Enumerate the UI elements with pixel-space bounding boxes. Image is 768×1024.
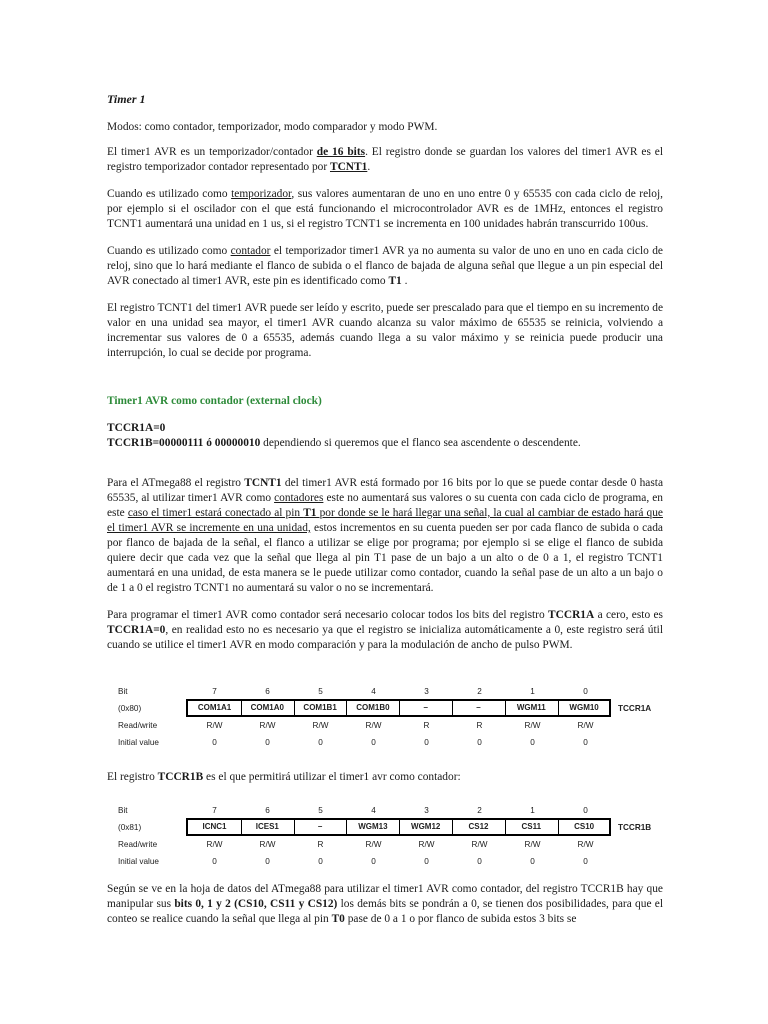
text-run: estos incrementos en su cuenta pueden ser por cada flanco de subida o cada por flanco de bajada de la señal, el flanco a utilizar se elige por programa; por ejemplo si se elige el flanco de subida quiere decir que cada vez que la señal que llega al pin T1 pase de un bajo a un alto o de 0 a 1, el registro TCNT1 aumentará en una unidad, de esta manera se le puede utilizar como contador, cuando la señal pase de un alto a un bajo o de 1 a 0 el registro TCNT1 no aumentará su valor o no se incrementará. (107, 522, 663, 594)
init-row-cell: 0 (583, 738, 588, 747)
init-row-cell: 0 (371, 738, 376, 747)
bit-divider (294, 701, 295, 715)
bit-name-cell: CS11 (521, 822, 542, 831)
text-run: por donde se le hará llegar una señal, la cual al cambiar de estado hará que el timer1 AVR se incremente en una unidad, (107, 507, 663, 534)
bit-name-cell: – (423, 703, 428, 712)
init-row-cell: 0 (530, 857, 535, 866)
text-run: El registro (107, 771, 158, 783)
rw-row-cell: R/W (206, 840, 223, 849)
rw-row-cell: R/W (365, 721, 382, 730)
text-run: pase de 0 a 1 o por flanco de subida estos 3 bits se (344, 913, 577, 925)
bit-row-cell: 7 (212, 687, 217, 696)
rw-row (118, 717, 658, 734)
intro-paragraph (107, 145, 663, 175)
rw-row-cell: R/W (577, 840, 594, 849)
bit-divider (346, 701, 347, 715)
bit-divider (558, 820, 559, 834)
rw-row-cell: R/W (524, 721, 541, 730)
init-row-cell: 0 (371, 857, 376, 866)
init-row-cell: 0 (212, 738, 217, 747)
bit-row-cell: 4 (371, 687, 376, 696)
bit-name-box (186, 699, 611, 717)
text-run: , en realidad esto no es necesario ya que el registro se inicializa automáticamente a 0, este registro será útil cuando se utilice el timer1 AVR en modo comparación y para la modulación de ancho de pulso PWM. (107, 624, 663, 651)
bit-name-cell: COM1B0 (356, 703, 390, 712)
init-row-label: Initial value (118, 738, 159, 747)
bit-name-cell: – (476, 703, 481, 712)
counter-mode-paragraph (107, 244, 663, 289)
init-row-cell: 0 (477, 857, 482, 866)
tcnt1-paragraph: El registro TCNT1 del timer1 AVR puede ser leído y escrito, puede ser prescalado para que el tiempo en su incremento de valor en una unidad sea mayor, el timer1 AVR cuando alcanza su valor máximo de 65535 se reinicia, volviendo a incrementar sus valores de 0 a 65535, además cuando llega a su valor máximo y se reinicia puede producir una interrupción, lo cual se decide por programa. (107, 302, 663, 359)
bit-name-cell: WGM13 (358, 822, 388, 831)
text-run: TCCR1B=00000111 ó 00000010 (107, 437, 261, 449)
bit-divider (241, 820, 242, 834)
rw-row-cell: R (476, 721, 483, 730)
bit-row (118, 802, 658, 819)
bit-divider (558, 701, 559, 715)
bit-row-cell: 3 (424, 806, 429, 815)
text-run: caso el timer1 estará conectado al pin (127, 507, 304, 519)
init-row-cell: 0 (265, 857, 270, 866)
bit-divider (452, 820, 453, 834)
text-run: TCCR1A=0 (107, 624, 166, 636)
text-run: T1 (388, 275, 402, 287)
bit-name-cell: WGM10 (569, 703, 599, 712)
init-row-cell: 0 (477, 738, 482, 747)
rw-row-cell: R/W (259, 840, 276, 849)
name-row-label: (0x80) (118, 704, 142, 713)
bit-row-cell: 2 (477, 687, 482, 696)
bit-name-cell: ICNC1 (202, 822, 227, 831)
text-run: a cero, esto es (594, 609, 663, 621)
text-run: Cuando es utilizado como (107, 245, 231, 257)
register-name: TCCR1A (618, 704, 652, 713)
rw-row-label: Read/write (118, 721, 158, 730)
text-run: TCCR1B (157, 771, 204, 783)
bit-row-cell: 0 (583, 806, 588, 815)
bit-divider (399, 820, 400, 834)
tccr1a-register-table (118, 683, 658, 751)
bit-row-cell: 2 (477, 806, 482, 815)
register-name: TCCR1B (618, 823, 652, 832)
text-run: contadores (274, 492, 324, 504)
bit-row-cell: 0 (583, 687, 588, 696)
text-run: bits 0, 1 y 2 (CS10, CS11 y CS12) (174, 898, 338, 910)
rw-row-cell: R/W (206, 721, 223, 730)
rw-row-cell: R (423, 721, 430, 730)
text-run: El timer1 AVR es un temporizador/contador (107, 146, 317, 158)
text-run: TCNT1 (244, 477, 282, 489)
bit-row-cell: 6 (265, 687, 270, 696)
bit-row-cell: 1 (530, 687, 535, 696)
rw-row-cell: R/W (259, 721, 276, 730)
text-run: Según se ve en la hoja de datos del ATmega88 para utilizar el timer1 AVR como contador, del registro TCCR1B hay que manipular sus (107, 883, 663, 910)
init-row (118, 734, 658, 751)
text-run: el temporizador timer1 AVR ya no aumenta su valor de uno en uno en cada ciclo de reloj, sino que lo hará mediante el flanco de subida o el flanco de bajada de alguna señal que llegue a un pin especial del AVR conectado al timer1 AVR, este pin es identificado como (107, 245, 663, 287)
text-run: TCCR1A (548, 609, 595, 621)
timer-mode-paragraph (107, 187, 663, 232)
init-row-label: Initial value (118, 857, 159, 866)
bit-name-cell: WGM11 (516, 703, 546, 712)
init-row-cell: 0 (424, 857, 429, 866)
tccr1a-line (107, 421, 663, 436)
bit-name-cell: COM1A1 (197, 703, 232, 712)
bit-row-cell: 6 (265, 806, 270, 815)
name-row-label: (0x81) (118, 823, 142, 832)
rw-row-label: Read/write (118, 840, 158, 849)
bit-row (118, 683, 658, 700)
text-run: . (367, 161, 371, 173)
init-row-cell: 0 (318, 857, 323, 866)
text-run: temporizador (231, 188, 292, 200)
rw-row-cell: R/W (524, 840, 541, 849)
text-run: . (401, 275, 408, 287)
rw-row-cell: R/W (312, 721, 329, 730)
text-run: de 16 bits (316, 146, 366, 158)
bit-row-cell: 3 (424, 687, 429, 696)
bit-row-label: Bit (118, 687, 128, 696)
text-run: TCNT1 (329, 161, 368, 173)
atmega88-paragraph (107, 476, 663, 596)
text-run: T1 (303, 507, 317, 519)
init-row-cell: 0 (424, 738, 429, 747)
init-row (118, 853, 658, 870)
text-run: contador (230, 245, 271, 257)
text-run: , sus valores aumentaran de uno en uno entre 0 y 65535 con cada ciclo de reloj, por ejemplo si el oscilador con el que está funcionando el microcontrolador AVR es de 1MHz, entonces el registro TCNT1 aumentará una unidad en 1 us, si el registro TCNT1 se incrementa en 100 unidades habrán transcurrido 100us. (107, 188, 664, 230)
modes-paragraph: Modos: como contador, temporizador, modo comparador y modo PWM. (107, 121, 438, 133)
name-row (118, 819, 658, 836)
text-run: TCCR1A=0 (107, 422, 166, 434)
text-run: . El registro donde se guardan los valores del timer1 AVR es el registro temporizador contador representado por (107, 146, 664, 173)
bit-row-cell: 7 (212, 806, 217, 815)
init-row-cell: 0 (583, 857, 588, 866)
bit-row-cell: 5 (318, 687, 323, 696)
rw-row-cell: R/W (471, 840, 488, 849)
rw-row (118, 836, 658, 853)
bit-name-cell: CS10 (574, 822, 595, 831)
bit-row-cell: 1 (530, 806, 535, 815)
init-row-cell: 0 (318, 738, 323, 747)
section-heading: Timer1 AVR como contador (external clock) (107, 395, 322, 407)
bit-name-cell: – (317, 822, 323, 831)
text-run: Cuando es utilizado como (107, 188, 232, 200)
bit-row-label: Bit (118, 806, 128, 815)
tccr1b-line (107, 436, 663, 451)
page-title: Timer 1 (107, 92, 146, 106)
text-run: Para programar el timer1 AVR como contador será necesario colocar todos los bits del registro (107, 609, 549, 621)
bit-name-box (186, 818, 611, 836)
init-row-cell: 0 (212, 857, 217, 866)
bit-name-cell: COM1B1 (303, 703, 337, 712)
text-run: dependiendo si queremos que el flanco sea ascendente o descendente. (260, 437, 581, 449)
init-row-cell: 0 (530, 738, 535, 747)
rw-row-cell: R/W (365, 840, 382, 849)
tccr1b-intro-paragraph (107, 770, 663, 785)
init-row-cell: 0 (265, 738, 270, 747)
text-run: los demás bits se pondrán a 0, se tienen dos posibilidades, para que el conteo se realice cuando la señal que llega al pin (107, 898, 664, 925)
bit-divider (452, 701, 453, 715)
text-run: Para el ATmega88 el registro (107, 477, 245, 489)
text-run: del timer1 AVR está formado por 16 bits por lo que se puede contar desde 0 hasta 65535, al utilizar timer1 AVR como (107, 477, 664, 504)
name-row (118, 700, 658, 717)
bit-name-cell: WGM12 (411, 822, 441, 831)
bit-row-cell: 5 (318, 806, 323, 815)
bit-name-cell: ICES1 (255, 822, 279, 831)
datasheet-paragraph (107, 882, 663, 927)
bit-divider (505, 701, 506, 715)
program-paragraph (107, 608, 663, 653)
bit-name-cell: CS12 (468, 822, 489, 831)
bit-divider (241, 701, 242, 715)
bit-divider (346, 820, 347, 834)
bit-name-cell: COM1A0 (250, 703, 284, 712)
text-run: T0 (331, 913, 345, 925)
rw-row-cell: R (317, 840, 324, 849)
document-page (107, 92, 663, 653)
rw-row-cell: R/W (418, 840, 435, 849)
rw-row-cell: R/W (577, 721, 594, 730)
bit-row-cell: 4 (371, 806, 376, 815)
bit-divider (294, 820, 295, 834)
text-run: este no aumentará sus valores o su cuenta con cada ciclo de programa, en este (107, 492, 663, 519)
tccr1b-register-table (118, 802, 658, 870)
bit-divider (505, 820, 506, 834)
bit-divider (399, 701, 400, 715)
text-run: es el que permitirá utilizar el timer1 avr como contador: (203, 771, 461, 783)
